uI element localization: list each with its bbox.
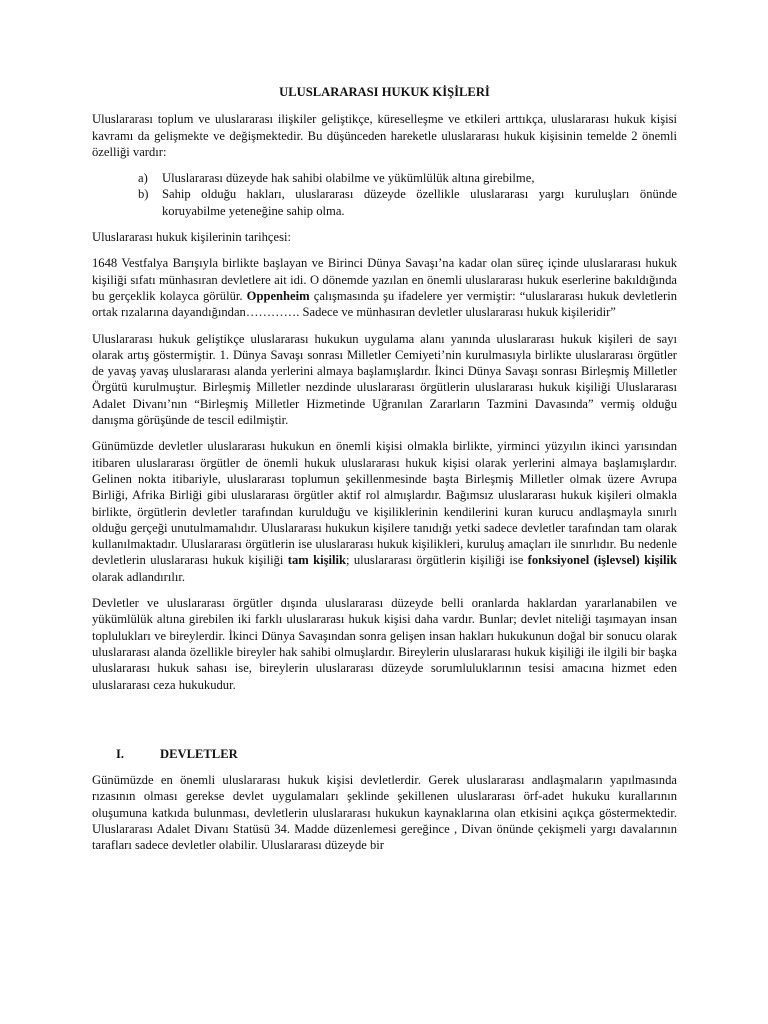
- today-paragraph: [92, 438, 677, 585]
- section-number: I.: [116, 746, 125, 761]
- history-heading: Uluslararası hukuk kişilerinin tarihçesi:: [92, 230, 292, 245]
- list-item-text: Uluslararası düzeyde hak sahibi olabilme ve yükümlülük altına girebilme,: [162, 171, 535, 186]
- list-item: [92, 170, 677, 186]
- today-text-c: olarak adlandırılır.: [92, 569, 186, 584]
- development-paragraph: Uluslararası hukuk geliştikçe uluslararası hukukun uygulama alanı yanında uluslararası hukuk kişileri de sayı olarak artış göstermiştir. 1. Dünya Savaşı sonrası Milletler Cemiyeti’nin kurulmasıyla birlikte uluslararası örgütler de yavaş yavaş uluslararası alanda yerlerini almaya başlamışlardır. İkinci Dünya Savaşı sonrası Birleşmiş Milletler Örgütü kurulmuştur. Birleşmiş Milletler nezdinde uluslararası örgütlerin uluslararası hukuk kişiliği Uluslararası Adalet Divanı’nın “Birleşmiş Milletler Hizmetinde Uğranılan Zararların Tazmini Davasında” vermiş olduğu danışma görüşünde de tescil edilmiştir.: [92, 331, 677, 428]
- today-text-b: ; uluslararası örgütlerin kişiliği ise: [345, 553, 528, 568]
- list-marker: a): [138, 171, 148, 186]
- list-item-text: Sahip olduğu hakları, uluslararası düzeyde özellikle uluslararası yargı kuruluşları önünde koruyabilme yeteneğine sahip olma.: [162, 187, 677, 218]
- other-persons-paragraph: Devletler ve uluslararası örgütler dışında uluslararası düzeyde belli oranlarda haklardan yararlanabilen ve yükümlülük altına girebilen iki farklı uluslararası hukuk kişisi daha vardır. Bunlar; devlet niteliği taşımayan insan toplulukları ve bireylerdir. İkinci Dünya Savaşından sonra gelişen insan hakları hukukunun doğal bir sonucu olarak uluslararası alanda özellikle bireyler hak sahibi olmuşlardır. Bireylerin uluslararası hukuk kişiliği ile ilgili bir başka uluslararası hukuk sahası ise, bireylerin uluslararası düzeyde sorumluluklarının tesisi amacına hizmet eden uluslararası ceza hukukudur.: [92, 596, 677, 692]
- features-list: [92, 170, 677, 219]
- intro-paragraph: Uluslararası toplum ve uluslararası ilişkiler geliştikçe, küreselleşme ve etkileri arttıkça, uluslararası hukuk kişisi kavramı da gelişmekte ve değişmektedir. Bu düşünceden hareketle uluslararası hukuk kişisinin temelde 2 önemli özelliği vardır:: [92, 112, 677, 159]
- states-paragraph: Günümüzde en önemli uluslararası hukuk kişisi devletlerdir. Gerek uluslararası andlaşmaların yapılmasında rızasının olması gerekse devlet uygulamaları şeklinde şekillenen uluslararası örf-adet hukuku kurallarının oluşumuna katkıda bulunması, devletlerin uluslararası hukukun kaynaklarına olan etkisini açıkça göstermektedir. Uluslararası Adalet Divanı Statüsü 34. Madde düzenlemesi gereğince , Divan önünde çekişmeli yargı davalarının tarafları sadece devletler olabilir. Uluslararası düzeyde bir: [92, 773, 677, 853]
- today-text-a: Günümüzde devletler uluslararası hukukun en önemli kişisi olmakla birlikte, yirminci yüzyılın ikinci yarısından itibaren uluslararası örgütler de önemli hukuk uluslararası hukuk kişisi olarak yerlerini almaya başlamışlardır. Gelinen nokta itibariyle, uluslararası toplumun şekillenmesinde başta Birleşmiş Milletler olmak üzere Avrupa Birliği, Afrika Birliği gibi uluslararası örgütler aktif rol almışlardır. Bağımsız uluslararası hukuk kişileri olmakla birlikte, örgütlerin devletler tarafından kurulduğu ve kişiliklerinin kendilerini kuran kurucu andlaşmayla sınırlı olduğu gerçeği unutulmamalıdır. Uluslararası hukukun kişilere tanıdığı yetki sadece devletler tarafından tam olarak kullanılmaktadır. Uluslararası örgütlerin ise uluslararası hukuk kişilikleri, kuruluş amaçları ile sınırlıdır. Bu nedenle devletlerin uluslararası hukuk kişiliği: [92, 439, 677, 568]
- document-title: ULUSLARARASI HUKUK KİŞİLERİ: [279, 85, 490, 99]
- list-item: [92, 186, 677, 219]
- list-marker: b): [138, 187, 149, 202]
- section-title: DEVLETLER: [160, 746, 238, 761]
- vestfalya-text-a: 1648 Vestfalya Barışıyla birlikte başlayan ve Birinci Dünya Savaşı’na kadar olan süreç içinde uluslararası hukuk kişiliği sıfatı münhasıran devletlere ait idi. O dönemde yazılan en önemli uluslararası hukuk eserlerine bakıldığında bu gerçeklik kolayca görülür.: [92, 256, 677, 303]
- vestfalya-text-b: çalışmasında şu ifadelere yer vermiştir: “uluslararası hukuk devletlerin ortak rızalarına dayandığından…………. Sadece ve münhasıran devletler uluslararası hukuk kişileridir”: [92, 288, 677, 320]
- section-heading: [92, 746, 677, 762]
- vestfalya-paragraph: [92, 255, 677, 320]
- document-page: [92, 84, 677, 864]
- functional-personality-term: fonksiyonel (işlevsel) kişilik: [527, 553, 677, 568]
- full-personality-term: tam kişilik: [287, 553, 346, 568]
- oppenheim-name: Oppenheim: [246, 288, 310, 303]
